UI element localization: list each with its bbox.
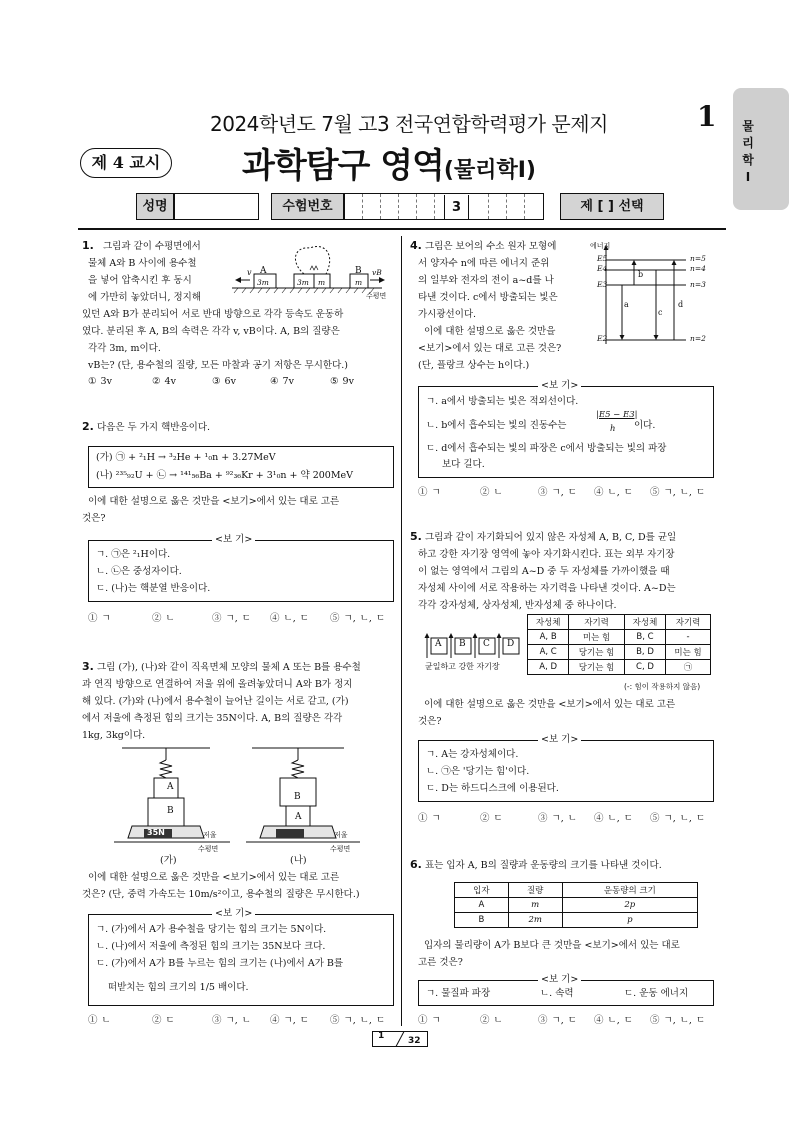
name-label: 성명 <box>136 193 174 220</box>
q2-bogi-item: ㄱ. ㉠은 ²₁H이다. <box>96 549 171 560</box>
q2-bogi-item: ㄷ. (나)는 핵분열 반응이다. <box>96 583 211 594</box>
q5-td: A, C <box>528 645 569 660</box>
q3-fig-a-right: A <box>295 812 302 822</box>
q4-number: 4. <box>410 239 422 252</box>
q3-option-2[interactable]: ② ㄷ <box>152 1015 175 1026</box>
q6-option-2[interactable]: ② ㄴ <box>480 1015 503 1026</box>
q3-fig-a-left: A <box>167 782 174 792</box>
q1-question: vB는? (단, 용수철의 질량, 모든 마찰과 공기 저항은 무시한다.) <box>88 360 348 371</box>
q4-line: 서 양자수 n에 따른 에너지 준위 <box>418 258 550 269</box>
q3-bogi-item: 떠받치는 힘의 크기의 1/5 배이다. <box>108 982 249 993</box>
q2-option-2[interactable]: ② ㄴ <box>152 613 175 624</box>
q5-option-5[interactable]: ⑤ ㄱ, ㄴ, ㄷ <box>650 813 706 824</box>
q4-option-5[interactable]: ⑤ ㄱ, ㄴ, ㄷ <box>650 487 706 498</box>
digit-divider <box>524 194 525 219</box>
table-row <box>528 645 711 660</box>
q4-option-1[interactable]: ① ㄱ <box>418 487 441 498</box>
q1-fig-mid-left: 3m <box>297 278 309 287</box>
q4-trans-b: b <box>638 270 644 279</box>
q5-td: 당기는 힘 <box>569 660 625 675</box>
q5-line: 하고 강한 자기장 영역에 놓아 자기화시킨다. 표는 외부 자기장 <box>418 549 675 560</box>
q6-td: B <box>455 913 509 928</box>
q6-intro: 표는 입자 A, B의 질량과 운동량의 크기를 나타낸 것이다. <box>425 860 662 871</box>
q5-option-4[interactable]: ④ ㄴ, ㄷ <box>594 813 633 824</box>
q4-bogi-item: 이다. <box>634 420 656 431</box>
q6-question: 입자의 물리량이 A가 B보다 큰 것만을 <보기>에서 있는 대로 <box>424 940 680 951</box>
q5-td: - <box>666 630 711 645</box>
q4-option-3[interactable]: ③ ㄱ, ㄷ <box>538 487 577 498</box>
q4-level-e2: E2 <box>597 334 608 343</box>
q1-fig-v: v <box>247 268 252 277</box>
q3-block-b-left <box>148 798 184 826</box>
page-number: 1 <box>697 100 717 133</box>
q5-option-2[interactable]: ② ㄷ <box>480 813 503 824</box>
q3-fig-surface-right: 수평면 <box>330 845 351 853</box>
q3-line: 과 연직 방향으로 연결하여 저울 위에 올려놓았더니 A와 B가 정지 <box>82 679 353 690</box>
q3-option-1[interactable]: ① ㄴ <box>88 1015 111 1026</box>
q5-td: ㉠ <box>666 660 711 675</box>
table-row <box>528 630 711 645</box>
q4-axis-label: 에너지 <box>590 242 611 250</box>
q2-question: 것은? <box>82 513 106 524</box>
q5-td: B, C <box>624 630 665 645</box>
q6-table <box>454 882 698 928</box>
digit-divider <box>434 194 435 219</box>
q5-th: 자성체 <box>624 615 665 630</box>
q5-question: 것은? <box>418 716 442 727</box>
q5-bogi-item: ㄴ. ㉠은 '당기는 힘'이다. <box>426 766 530 777</box>
q6-bogi-item: ㄴ. 속력 <box>540 988 574 999</box>
q3-question: 이에 대한 설명으로 옳은 것만을 <보기>에서 있는 대로 고른 <box>88 872 340 883</box>
q5-box-d: D <box>507 639 515 649</box>
q4-option-2[interactable]: ② ㄴ <box>480 487 503 498</box>
table-row <box>455 913 698 928</box>
q2-reaction-a: (가) ㉠ + ²₁H → ³₂He + ¹₀n + 3.27MeV <box>96 452 276 463</box>
q4-line: 타낸 것이다. c에서 방출되는 빛은 <box>418 292 558 303</box>
q4-line: 의 일부와 전자의 전이 a~d를 나 <box>418 275 554 286</box>
q5-box-b: B <box>459 639 466 649</box>
q4-n3: n=3 <box>690 280 706 289</box>
q4-line: 그림은 보어의 수소 원자 모형에 <box>425 241 557 252</box>
name-field[interactable] <box>174 193 259 220</box>
q5-bogi-label: <보 기> <box>538 734 581 746</box>
q4-bogi-item: ㄴ. b에서 흡수되는 빛의 진동수는 <box>426 420 567 431</box>
q1-fig-surface: 수평면 <box>366 292 387 300</box>
q5-line: 각각 강자성체, 상자성체, 반자성체 중 하나이다. <box>418 600 617 611</box>
q1-fig-b: B <box>355 266 362 276</box>
q6-td: A <box>455 898 509 913</box>
page-current: 1 <box>378 1031 385 1041</box>
q5-td: 미는 힘 <box>666 645 711 660</box>
q5-question: 이에 대한 설명으로 옳은 것만을 <보기>에서 있는 대로 고른 <box>424 699 676 710</box>
q4-line: <보기>에서 있는 대로 고른 것은? <box>418 343 562 354</box>
q4-n4: n=4 <box>690 264 706 273</box>
table-row <box>528 660 711 675</box>
q5-box-c: C <box>483 639 490 649</box>
q3-fig-scale-right: 저울 <box>334 831 348 839</box>
q5-bogi-item: ㄱ. A는 강자성체이다. <box>426 749 519 760</box>
q2-intro: 다음은 두 가지 핵반응이다. <box>97 422 211 433</box>
q1-line: 있던 A와 B가 분리되어 서로 반대 방향으로 각각 등속도 운동하 <box>82 309 344 320</box>
q4-level-e4: E4 <box>597 264 608 273</box>
q3-figure <box>110 744 360 854</box>
exam-number-label: 수험번호 <box>271 193 344 220</box>
q4-level-e3: E3 <box>597 280 608 289</box>
q3-bogi-item: ㄷ. (가)에서 A가 B를 누르는 힘의 크기는 (나)에서 A가 B를 <box>96 958 344 969</box>
q2-question: 이에 대한 설명으로 옳은 것만을 <보기>에서 있는 대로 고른 <box>88 496 340 507</box>
q6-th: 질량 <box>508 883 562 898</box>
q5-line: 이 없는 영역에서 그림의 A~D 중 두 자성체를 가까이했을 때 <box>418 566 670 577</box>
q1-option-3[interactable]: ③ 6v <box>212 376 236 387</box>
q4-fraction-denominator: h <box>610 424 616 434</box>
q5-td: 미는 힘 <box>569 630 625 645</box>
subject-main: 과학탐구 영역 <box>242 146 444 186</box>
column-divider <box>401 236 402 1026</box>
q3-option-5[interactable]: ⑤ ㄱ, ㄴ, ㄷ <box>330 1015 386 1026</box>
q3-fig-b-right: B <box>294 792 301 802</box>
q6-option-4[interactable]: ④ ㄴ, ㄷ <box>594 1015 633 1026</box>
q3-line: 에서 저울에 측정된 힘의 크기는 35N이다. A, B의 질량은 각각 <box>82 713 343 724</box>
q6-td: 2m <box>508 913 562 928</box>
q1-fig-a-mass: 3m <box>257 278 269 287</box>
q4-level-e5: E5 <box>597 254 608 263</box>
q6-td: p <box>562 913 697 928</box>
q1-line: 물체 A와 B 사이에 용수철 <box>88 258 197 269</box>
side-tab-label: 물리학Ⅰ <box>742 119 754 184</box>
q4-n2: n=2 <box>690 334 706 343</box>
q3-bogi-label: <보 기> <box>212 908 255 920</box>
q5-box-a: A <box>435 639 442 649</box>
q4-trans-a: a <box>624 300 629 309</box>
q1-option-4[interactable]: ④ 7v <box>270 376 294 387</box>
q6-th: 입자 <box>455 883 509 898</box>
q3-option-3[interactable]: ③ ㄱ, ㄴ <box>212 1015 251 1026</box>
session-label: 제 4 교시 <box>80 148 172 178</box>
q4-trans-d: d <box>678 300 684 309</box>
q2-option-1[interactable]: ① ㄱ <box>88 613 111 624</box>
q6-question: 고른 것은? <box>418 957 463 968</box>
q5-td: 당기는 힘 <box>569 645 625 660</box>
q3-fig-reading: 35N <box>147 828 165 837</box>
q1-fig-vb: vB <box>372 268 382 277</box>
q5-th: 자기력 <box>666 615 711 630</box>
q2-option-3[interactable]: ③ ㄱ, ㄷ <box>212 613 251 624</box>
q4-line: 이에 대한 설명으로 옳은 것만을 <box>424 326 556 337</box>
digit-divider <box>488 194 489 219</box>
q3-fig-b-left: B <box>167 806 174 816</box>
q1-fig-mid-right: m <box>318 278 326 287</box>
digit-divider <box>416 194 417 219</box>
q3-option-4[interactable]: ④ ㄱ, ㄷ <box>270 1015 309 1026</box>
q3-caption-a: (가) <box>160 855 177 866</box>
q4-bogi-item: ㄱ. a에서 방출되는 빛은 적외선이다. <box>426 396 579 407</box>
q3-question: 것은? (단, 중력 가속도는 10m/s²이고, 용수철의 질량은 무시한다.) <box>82 889 360 900</box>
q5-option-1[interactable]: ① ㄱ <box>418 813 441 824</box>
q4-line: (단, 플랑크 상수는 h이다.) <box>418 360 530 371</box>
q5-line: 그림과 같이 자기화되어 있지 않은 자성체 A, B, C, D를 균일 <box>425 532 677 543</box>
q6-td: m <box>508 898 562 913</box>
q6-bogi-label: <보 기> <box>538 974 581 986</box>
q4-bogi-label: <보 기> <box>538 380 581 392</box>
q6-option-1[interactable]: ① ㄱ <box>418 1015 441 1026</box>
q4-n5: n=5 <box>690 254 706 263</box>
digit-divider <box>398 194 399 219</box>
q6-option-5[interactable]: ⑤ ㄱ, ㄴ, ㄷ <box>650 1015 706 1026</box>
q6-number: 6. <box>410 858 422 871</box>
table-row <box>455 898 698 913</box>
q5-td: A, B <box>528 630 569 645</box>
q3-number: 3. <box>82 660 94 673</box>
q5-number: 5. <box>410 530 422 543</box>
header-rule <box>78 228 726 230</box>
q6-td: 2p <box>562 898 697 913</box>
q3-bogi-item: ㄴ. (나)에서 저울에 측정된 힘의 크기는 35N보다 크다. <box>96 941 326 952</box>
q3-bogi-item: ㄱ. (가)에서 A가 용수철을 당기는 힘의 크기는 5N이다. <box>96 924 327 935</box>
q3-line: 1kg, 3kg이다. <box>82 730 146 741</box>
q1-line: 각각 3m, m이다. <box>88 343 161 354</box>
q5-table-note: (-: 힘이 작용하지 않음) <box>624 682 701 691</box>
q5-td: A, D <box>528 660 569 675</box>
q5-th: 자성체 <box>528 615 569 630</box>
q6-bogi-item: ㄱ. 물질파 파장 <box>426 988 491 999</box>
exam-title: 2024학년도 7월 고3 전국연합학력평가 문제지 <box>210 112 608 136</box>
choice-label: 제 [ ] 선택 <box>560 193 664 220</box>
q3-fig-scale-left: 저울 <box>203 831 217 839</box>
q5-th: 자기력 <box>569 615 625 630</box>
q2-bogi-item: ㄴ. ㉡은 중성자이다. <box>96 566 182 577</box>
q2-reaction-b: (나) ²³⁵₉₂U + ㉡ → ¹⁴¹₅₆Ba + ⁹²₃₆Kr + 3¹₀n + 약 200MeV <box>96 470 354 481</box>
exam-number-fixed-digit: 3 <box>444 195 469 220</box>
q5-td: C, D <box>624 660 665 675</box>
q2-bogi-label: <보 기> <box>212 534 255 546</box>
q5-line: 자성체 사이에 서로 작용하는 자기력을 나타낸 것이다. A~D는 <box>418 583 676 594</box>
q1-fig-a: A <box>260 266 267 276</box>
q4-bogi-item: ㄷ. d에서 흡수되는 빛의 파장은 c에서 방출되는 빛의 파장 <box>426 443 667 454</box>
q1-option-5[interactable]: ⑤ 9v <box>330 376 354 387</box>
q5-td: B, D <box>624 645 665 660</box>
q1-fig-b-mass: m <box>355 278 363 287</box>
q3-block-a-left <box>154 778 178 798</box>
q5-option-3[interactable]: ③ ㄱ, ㄴ <box>538 813 577 824</box>
q4-trans-c: c <box>658 308 663 317</box>
q1-option-1[interactable]: ① 3v <box>88 376 112 387</box>
q4-option-4[interactable]: ④ ㄴ, ㄷ <box>594 487 633 498</box>
q2-option-5[interactable]: ⑤ ㄱ, ㄴ, ㄷ <box>330 613 386 624</box>
digit-divider <box>380 194 381 219</box>
q1-number: 1. <box>82 239 94 252</box>
q1-option-2[interactable]: ② 4v <box>152 376 176 387</box>
q3-fig-surface-left: 수평면 <box>198 845 219 853</box>
subject-title <box>242 138 536 187</box>
digit-divider <box>506 194 507 219</box>
digit-divider <box>362 194 363 219</box>
q1-line: 에 가만히 놓았더니, 정지해 <box>88 292 202 303</box>
q2-number: 2. <box>82 420 94 433</box>
q6-bogi-item: ㄷ. 운동 에너지 <box>624 988 689 999</box>
q5-table <box>527 614 711 675</box>
q4-bogi-item: 보다 길다. <box>442 459 485 470</box>
q2-option-4[interactable]: ④ ㄴ, ㄷ <box>270 613 309 624</box>
q3-line: 해 있다. (가)와 (나)에서 용수철이 늘어난 길이는 서로 같고, (가) <box>82 696 349 707</box>
q6-th: 운동량의 크기 <box>562 883 697 898</box>
q1-line: 였다. 분리된 후 A, B의 속력은 각각 v, vB이다. A, B의 질량은 <box>82 326 340 337</box>
q5-bogi-item: ㄷ. D는 하드디스크에 이용된다. <box>426 783 559 794</box>
q5-field-label: 균일하고 강한 자기장 <box>425 662 500 671</box>
q6-option-3[interactable]: ③ ㄱ, ㄷ <box>538 1015 577 1026</box>
q1-line: 그림과 같이 수평면에서 <box>103 241 201 252</box>
page-total: 32 <box>408 1036 421 1046</box>
q4-line: 가시광선이다. <box>418 309 477 320</box>
q4-fraction-numerator: |E5 − E3| <box>596 410 638 420</box>
subject-sub: (물리학Ⅰ) <box>443 158 536 183</box>
q1-line: 을 넣어 압축시킨 후 동시 <box>88 275 192 286</box>
q3-line: 그림 (가), (나)와 같이 직육면체 모양의 물체 A 또는 B를 용수철 <box>97 662 361 673</box>
q3-caption-b: (나) <box>290 855 307 866</box>
